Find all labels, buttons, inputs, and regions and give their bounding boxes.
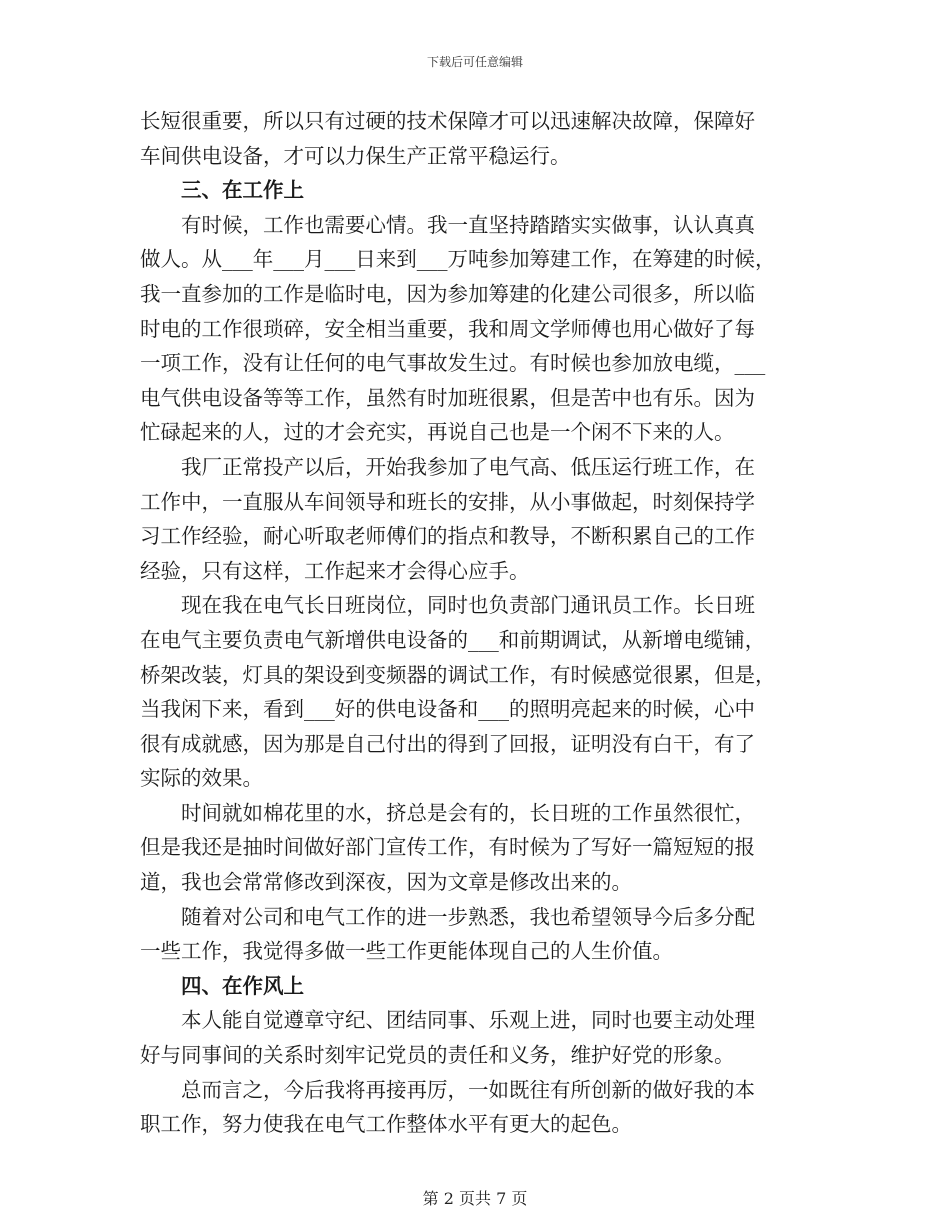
text-line: 忙碌起来的人，过的才会充实，再说自己也是一个闲不下来的人。 [140, 420, 735, 445]
text-line: 实际的效果。 [140, 766, 263, 791]
text-line: 很有成就感，因为那是自己付出的得到了回报，证明没有白干，有了 [140, 731, 755, 756]
text-line: 本人能自觉遵章守纪、团结同事、乐观上进，同时也要主动处理 [181, 1008, 755, 1033]
text-line: 车间供电设备，才可以力保生产正常平稳运行。 [140, 143, 571, 168]
document-body [140, 104, 808, 1142]
text-line: 当我闲下来，看到___好的供电设备和___的照明亮起来的时候，心中 [140, 697, 755, 722]
text-line: 随着对公司和电气工作的进一步熟悉，我也希望领导今后多分配 [181, 904, 755, 929]
text-line: 时电的工作很琐碎，安全相当重要，我和周文学师傅也用心做好了每 [140, 316, 755, 341]
text-line: 我一直参加的工作是临时电，因为参加筹建的化建公司很多，所以临 [140, 281, 755, 306]
text-line: 长短很重要，所以只有过硬的技术保障才可以迅速解决故障，保障好 [140, 109, 755, 133]
text-line: 好与同事间的关系时刻牢记党员的责任和义务，维护好党的形象。 [140, 1043, 735, 1068]
text-line: 我厂正常投产以后，开始我参加了电气高、低压运行班工作，在 [181, 454, 755, 479]
text-line: 但是我还是抽时间做好部门宣传工作，有时候为了写好一篇短短的报 [140, 835, 755, 860]
text-line: 在电气主要负责电气新增供电设备的___和前期调试，从新增电缆铺， [140, 627, 766, 652]
text-line: 职工作，努力使我在电气工作整体水平有更大的起色。 [140, 1112, 632, 1137]
text-line: 一项工作，没有让任何的电气事故发生过。有时候也参加放电缆，___ [140, 351, 766, 376]
section-heading: 四、在作风上 [181, 973, 304, 998]
text-line: 时间就如棉花里的水，挤总是会有的，长日班的工作虽然很忙， [181, 800, 755, 825]
text-line: 一些工作，我觉得多做一些工作更能体现自己的人生价值。 [140, 939, 673, 964]
text-line: 经验，只有这样，工作起来才会得心应手。 [140, 558, 530, 583]
text-line: 道，我也会常常修改到深夜，因为文章是修改出来的。 [140, 870, 632, 895]
text-line: 有时候，工作也需要心情。我一直坚持踏踏实实做事，认认真真 [181, 212, 755, 237]
page-footer: 第 2 页共 7 页 [422, 1189, 528, 1208]
text-line: 电气供电设备等等工作，虽然有时加班很累，但是苦中也有乐。因为 [140, 385, 755, 410]
page-header: 下载后可任意编辑 [426, 55, 523, 69]
text-line: 总而言之，今后我将再接再厉，一如既往有所创新的做好我的本 [181, 1077, 755, 1102]
text-line: 桥架改装，灯具的架设到变频器的调试工作，有时候感觉很累，但是， [140, 662, 776, 687]
text-line: 现在我在电气长日班岗位，同时也负责部门通讯员工作。长日班 [181, 593, 755, 618]
text-line: 工作中，一直服从车间领导和班长的安排，从小事做起，时刻保持学 [140, 489, 755, 514]
section-heading: 三、在工作上 [181, 178, 304, 203]
text-line: 做人。从___年___月___日来到___万吨参加筹建工作，在筹建的时候， [140, 247, 776, 272]
text-line: 习工作经验，耐心听取老师傅们的指点和教导，不断积累自己的工作 [140, 524, 755, 549]
